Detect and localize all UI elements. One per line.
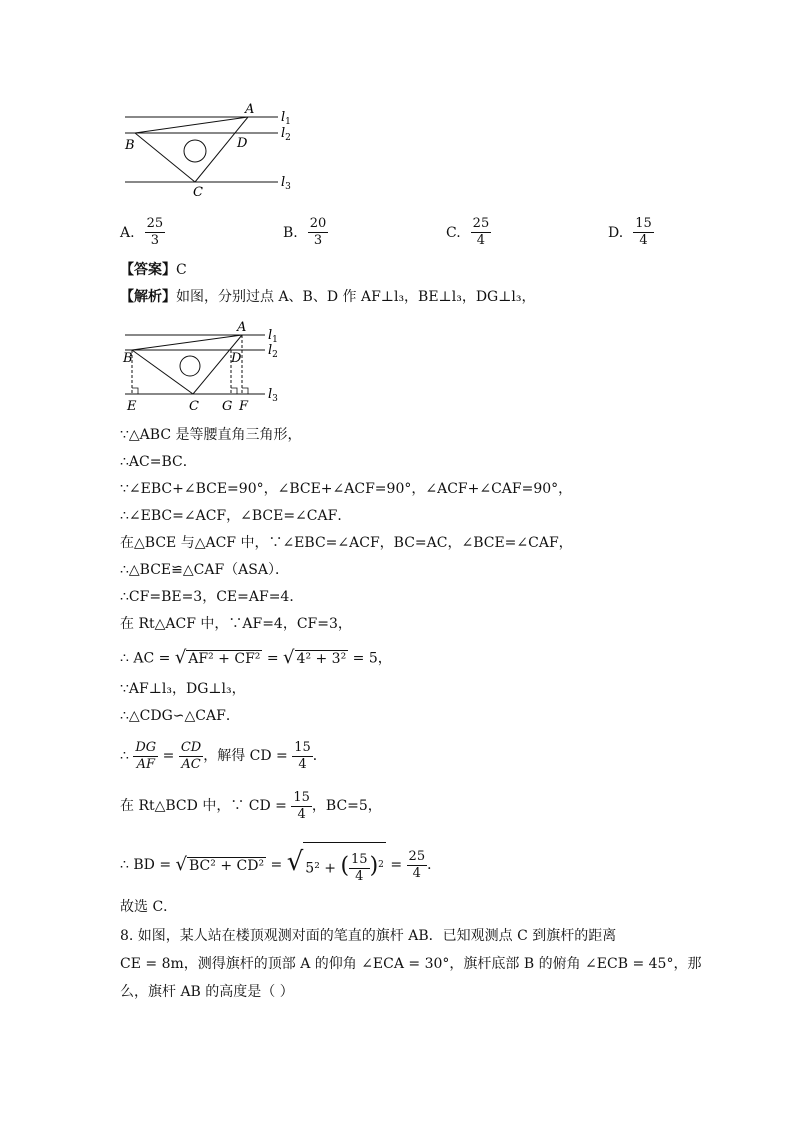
eq4-equals-2: = [385, 857, 407, 874]
label-c: C [189, 399, 199, 414]
circle-shape [184, 140, 206, 162]
option-a-fraction: $\frac{25}{3}$ [146, 216, 164, 248]
sqrt-bd-numbers: √ 5² + ( $\frac{15}{4}$ )$^2$ [287, 840, 386, 890]
label-l3: $l_3$ [281, 175, 291, 192]
step-line-6: ∴△BCE≌△CAF（ASA）． [120, 562, 289, 578]
option-c[interactable] [446, 216, 491, 249]
label-l2: $l_2$ [268, 343, 278, 360]
label-l1: $l_1$ [268, 328, 278, 345]
step-line-10: ∴△CDG∽△CAF． [120, 708, 240, 724]
label-a: A [237, 320, 247, 335]
step-line-4: ∴∠EBC=∠ACF，∠BCE=∠CAF． [120, 508, 352, 524]
label-b: B [123, 351, 133, 366]
segment-ab [132, 335, 242, 350]
label-l3: $l_3$ [268, 387, 278, 404]
label-d: D [231, 351, 242, 366]
right-angle-e [132, 388, 138, 394]
answer-tag: 【答案】 [120, 262, 176, 278]
equation-cd [120, 788, 382, 824]
figure-2 [115, 318, 315, 418]
label-b: B [125, 138, 135, 153]
eq2-prefix: ∴ [120, 748, 129, 764]
label-a: A [245, 102, 255, 117]
option-a[interactable] [120, 216, 165, 249]
label-c: C [193, 185, 203, 200]
label-l2: $l_2$ [281, 126, 291, 143]
answer-value: C [176, 262, 187, 278]
analysis-tag: 【解析】 [120, 289, 176, 305]
option-c-fraction: $\frac{25}{4}$ [472, 216, 490, 248]
question-8-line-3: 么，旗杆 AB 的高度是（ ） [120, 984, 294, 1000]
option-b-fraction: $\frac{20}{3}$ [309, 216, 327, 248]
sqrt-bd: √ BC² + CD² [175, 853, 265, 875]
option-a-label: A. [120, 224, 135, 241]
equation-bd [120, 840, 441, 890]
question-8-line-1: 8. 如图，某人站在楼顶观测对面的笔直的旗杆 AB．已知观测点 C 到旗杆的距离 [120, 928, 617, 944]
circle-shape [180, 356, 200, 376]
eq3-prefix: 在 Rt△BCD 中，∵ CD = [120, 798, 292, 814]
label-f: F [239, 399, 249, 414]
answer-line [120, 260, 187, 280]
conclusion-line: 故选 C． [120, 899, 178, 915]
sqrt-ac: √ AF² + CF² [174, 647, 261, 668]
segment-bc [132, 350, 193, 394]
label-e: E [127, 399, 137, 414]
eq1-equals: = [262, 650, 284, 667]
question-8-line-2: CE = 8m，测得旗杆的顶部 A 的仰角 ∠ECA = 30°，旗杆底部 B 的俯角 ∠ECB = 45°，那 [120, 956, 702, 972]
analysis-line [120, 287, 535, 307]
eq1-result: = 5， [348, 650, 392, 667]
label-l1: $l_1$ [281, 110, 291, 127]
fraction-15-4: $\frac{15}{4}$ [294, 739, 311, 772]
option-b-label: B. [283, 224, 298, 241]
step-line-1: ∵△ABC 是等腰直角三角形， [120, 427, 302, 443]
fraction-bd-result: $\frac{25}{4}$ [408, 848, 426, 881]
equation-ratio [120, 738, 327, 774]
eq3-suffix: ，BC=5， [311, 798, 382, 814]
step-line-7: ∴CF=BE=3，CE=AF=4． [120, 589, 304, 605]
eq4-prefix: ∴ BD = [120, 857, 176, 874]
step-line-8: 在 Rt△ACF 中，∵AF=4，CF=3， [120, 616, 352, 632]
step-line-9: ∵AF⊥l₃，DG⊥l₃， [120, 681, 246, 697]
option-d[interactable] [608, 216, 654, 249]
label-d: D [237, 136, 248, 151]
option-d-label: D. [608, 224, 624, 241]
analysis-intro: 如图，分别过点 A、B、D 作 AF⊥l₃，BE⊥l₃，DG⊥l₃， [176, 289, 536, 305]
fraction-dg-af: $\frac{DG}{AF}$ [135, 739, 157, 772]
eq1-prefix: ∴ AC = [120, 650, 175, 667]
eq4-equals: = [266, 857, 287, 874]
option-b[interactable] [283, 216, 328, 249]
figure-1 [115, 100, 315, 200]
segment-ab [135, 117, 248, 133]
step-line-3: ∵∠EBC+∠BCE=90°，∠BCE+∠ACF=90°，∠ACF+∠CAF=90°， [120, 481, 573, 497]
label-g: G [222, 399, 233, 414]
eq2-end: ． [312, 748, 327, 764]
eq2-equals: = [162, 748, 175, 764]
equation-ac [120, 648, 392, 669]
fraction-cd-ac: $\frac{CD}{AC}$ [180, 739, 202, 772]
step-line-5: 在△BCE 与△ACF 中，∵∠EBC=∠ACF，BC=AC，∠BCE=∠CAF， [120, 535, 573, 551]
fraction-cd-value: $\frac{15}{4}$ [293, 789, 310, 822]
eq2-mid: ，解得 CD = [203, 748, 293, 764]
option-c-label: C. [446, 224, 461, 241]
right-angle-g [231, 388, 237, 394]
sqrt-numbers: √ 4² + 3² [283, 647, 347, 668]
step-line-2: ∴AC=BC． [120, 454, 197, 470]
right-angle-f [242, 388, 248, 394]
option-d-fraction: $\frac{15}{4}$ [635, 216, 652, 248]
eq4-end: ． [427, 857, 442, 874]
